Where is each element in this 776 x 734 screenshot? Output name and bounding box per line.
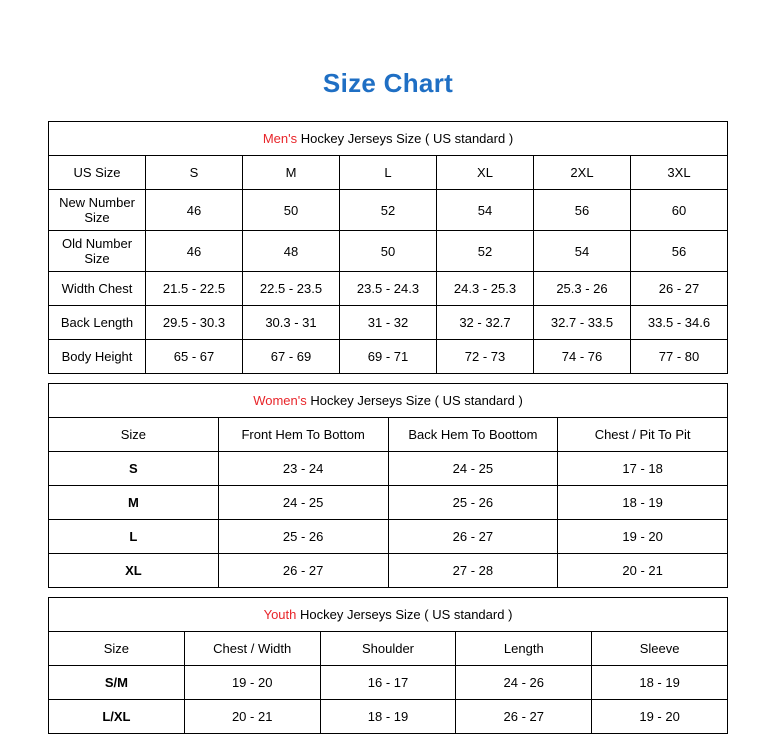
youth-banner-highlight: Youth [263,607,297,622]
table-row [49,554,728,588]
mens-row-0-cell-3: 54 [437,190,534,231]
table-row [49,306,728,340]
mens-row-2-label: Width Chest [49,272,146,306]
mens-row-4-cell-5: 77 - 80 [631,340,728,374]
womens-row-3-cell-1: 27 - 28 [388,554,558,588]
mens-row-1-cell-1: 48 [243,231,340,272]
table-row [49,272,728,306]
womens-row-0-cell-2: 17 - 18 [558,452,728,486]
mens-banner-cell [49,122,728,156]
womens-header-cell-2: Back Hem To Boottom [388,418,558,452]
mens-header-row [49,156,728,190]
mens-row-2-cell-2: 23.5 - 24.3 [340,272,437,306]
mens-row-0-cell-1: 50 [243,190,340,231]
womens-row-2-cell-0: 25 - 26 [218,520,388,554]
womens-table-banner [49,384,728,418]
mens-header-cell-0: US Size [49,156,146,190]
womens-row-1-label: M [49,486,219,520]
womens-size-table [48,383,728,588]
womens-banner-rest: Hockey Jerseys Size ( US standard ) [306,393,523,408]
youth-header-cell-1: Chest / Width [184,632,320,666]
womens-header-cell-1: Front Hem To Bottom [218,418,388,452]
mens-row-1-cell-2: 50 [340,231,437,272]
size-tables-container [48,121,728,734]
mens-row-2-cell-4: 25.3 - 26 [534,272,631,306]
mens-row-1-cell-4: 54 [534,231,631,272]
page-title: Size Chart [322,68,454,98]
table-row [49,486,728,520]
mens-row-2-cell-1: 22.5 - 23.5 [243,272,340,306]
section-spacer-1 [48,374,728,383]
mens-row-0-cell-0: 46 [146,190,243,231]
youth-row-1-cell-0: 20 - 21 [184,700,320,734]
youth-row-0-cell-1: 16 - 17 [320,666,456,700]
mens-row-3-cell-0: 29.5 - 30.3 [146,306,243,340]
womens-header-cell-3: Chest / Pit To Pit [558,418,728,452]
mens-row-2-cell-0: 21.5 - 22.5 [146,272,243,306]
mens-row-1-cell-0: 46 [146,231,243,272]
mens-row-0-cell-4: 56 [534,190,631,231]
mens-row-1-cell-5: 56 [631,231,728,272]
table-row [49,231,728,272]
table-row [49,520,728,554]
table-row [49,340,728,374]
womens-banner-highlight: Women's [253,393,307,408]
youth-header-cell-3: Length [456,632,592,666]
youth-row-0-cell-3: 18 - 19 [592,666,728,700]
mens-row-1-label: Old Number Size [49,231,146,272]
youth-row-1-cell-1: 18 - 19 [320,700,456,734]
womens-header-cell-0: Size [49,418,219,452]
womens-row-1-cell-0: 24 - 25 [218,486,388,520]
youth-row-0-cell-2: 24 - 26 [456,666,592,700]
mens-header-cell-2: M [243,156,340,190]
mens-row-2-cell-5: 26 - 27 [631,272,728,306]
youth-header-row [49,632,728,666]
youth-header-cell-2: Shoulder [320,632,456,666]
mens-row-4-cell-3: 72 - 73 [437,340,534,374]
mens-row-3-cell-1: 30.3 - 31 [243,306,340,340]
womens-row-0-cell-1: 24 - 25 [388,452,558,486]
mens-row-4-cell-2: 69 - 71 [340,340,437,374]
womens-row-1-cell-2: 18 - 19 [558,486,728,520]
mens-row-0-cell-5: 60 [631,190,728,231]
mens-banner-rest: Hockey Jerseys Size ( US standard ) [297,131,514,146]
table-row [49,700,728,734]
youth-header-cell-0: Size [49,632,185,666]
mens-header-cell-6: 3XL [631,156,728,190]
mens-row-3-cell-5: 33.5 - 34.6 [631,306,728,340]
youth-row-0-cell-0: 19 - 20 [184,666,320,700]
mens-row-1-cell-3: 52 [437,231,534,272]
womens-banner-cell [49,384,728,418]
mens-row-3-cell-3: 32 - 32.7 [437,306,534,340]
womens-row-2-cell-1: 26 - 27 [388,520,558,554]
youth-banner-rest: Hockey Jerseys Size ( US standard ) [296,607,513,622]
womens-row-3-cell-0: 26 - 27 [218,554,388,588]
youth-banner-cell [49,598,728,632]
table-row [49,666,728,700]
youth-row-1-label: L/XL [49,700,185,734]
mens-row-4-cell-0: 65 - 67 [146,340,243,374]
table-row [49,190,728,231]
youth-row-0-label: S/M [49,666,185,700]
mens-header-cell-1: S [146,156,243,190]
mens-row-2-cell-3: 24.3 - 25.3 [437,272,534,306]
youth-row-1-cell-2: 26 - 27 [456,700,592,734]
womens-header-row [49,418,728,452]
womens-row-0-label: S [49,452,219,486]
mens-row-0-cell-2: 52 [340,190,437,231]
mens-header-cell-5: 2XL [534,156,631,190]
mens-row-3-cell-2: 31 - 32 [340,306,437,340]
mens-row-3-label: Back Length [49,306,146,340]
mens-table-banner [49,122,728,156]
mens-row-3-cell-4: 32.7 - 33.5 [534,306,631,340]
mens-row-4-label: Body Height [49,340,146,374]
mens-size-table [48,121,728,374]
mens-banner-highlight: Men's [262,131,298,146]
mens-row-4-cell-4: 74 - 76 [534,340,631,374]
mens-header-cell-3: L [340,156,437,190]
mens-row-0-label: New Number Size [49,190,146,231]
mens-header-cell-4: XL [437,156,534,190]
youth-row-1-cell-3: 19 - 20 [592,700,728,734]
youth-size-table [48,597,728,734]
section-spacer-2 [48,588,728,597]
youth-table-banner [49,598,728,632]
youth-header-cell-4: Sleeve [592,632,728,666]
womens-row-1-cell-1: 25 - 26 [388,486,558,520]
womens-row-3-label: XL [49,554,219,588]
mens-row-4-cell-1: 67 - 69 [243,340,340,374]
womens-row-2-label: L [49,520,219,554]
womens-row-3-cell-2: 20 - 21 [558,554,728,588]
table-row [49,452,728,486]
womens-row-2-cell-2: 19 - 20 [558,520,728,554]
womens-row-0-cell-0: 23 - 24 [218,452,388,486]
